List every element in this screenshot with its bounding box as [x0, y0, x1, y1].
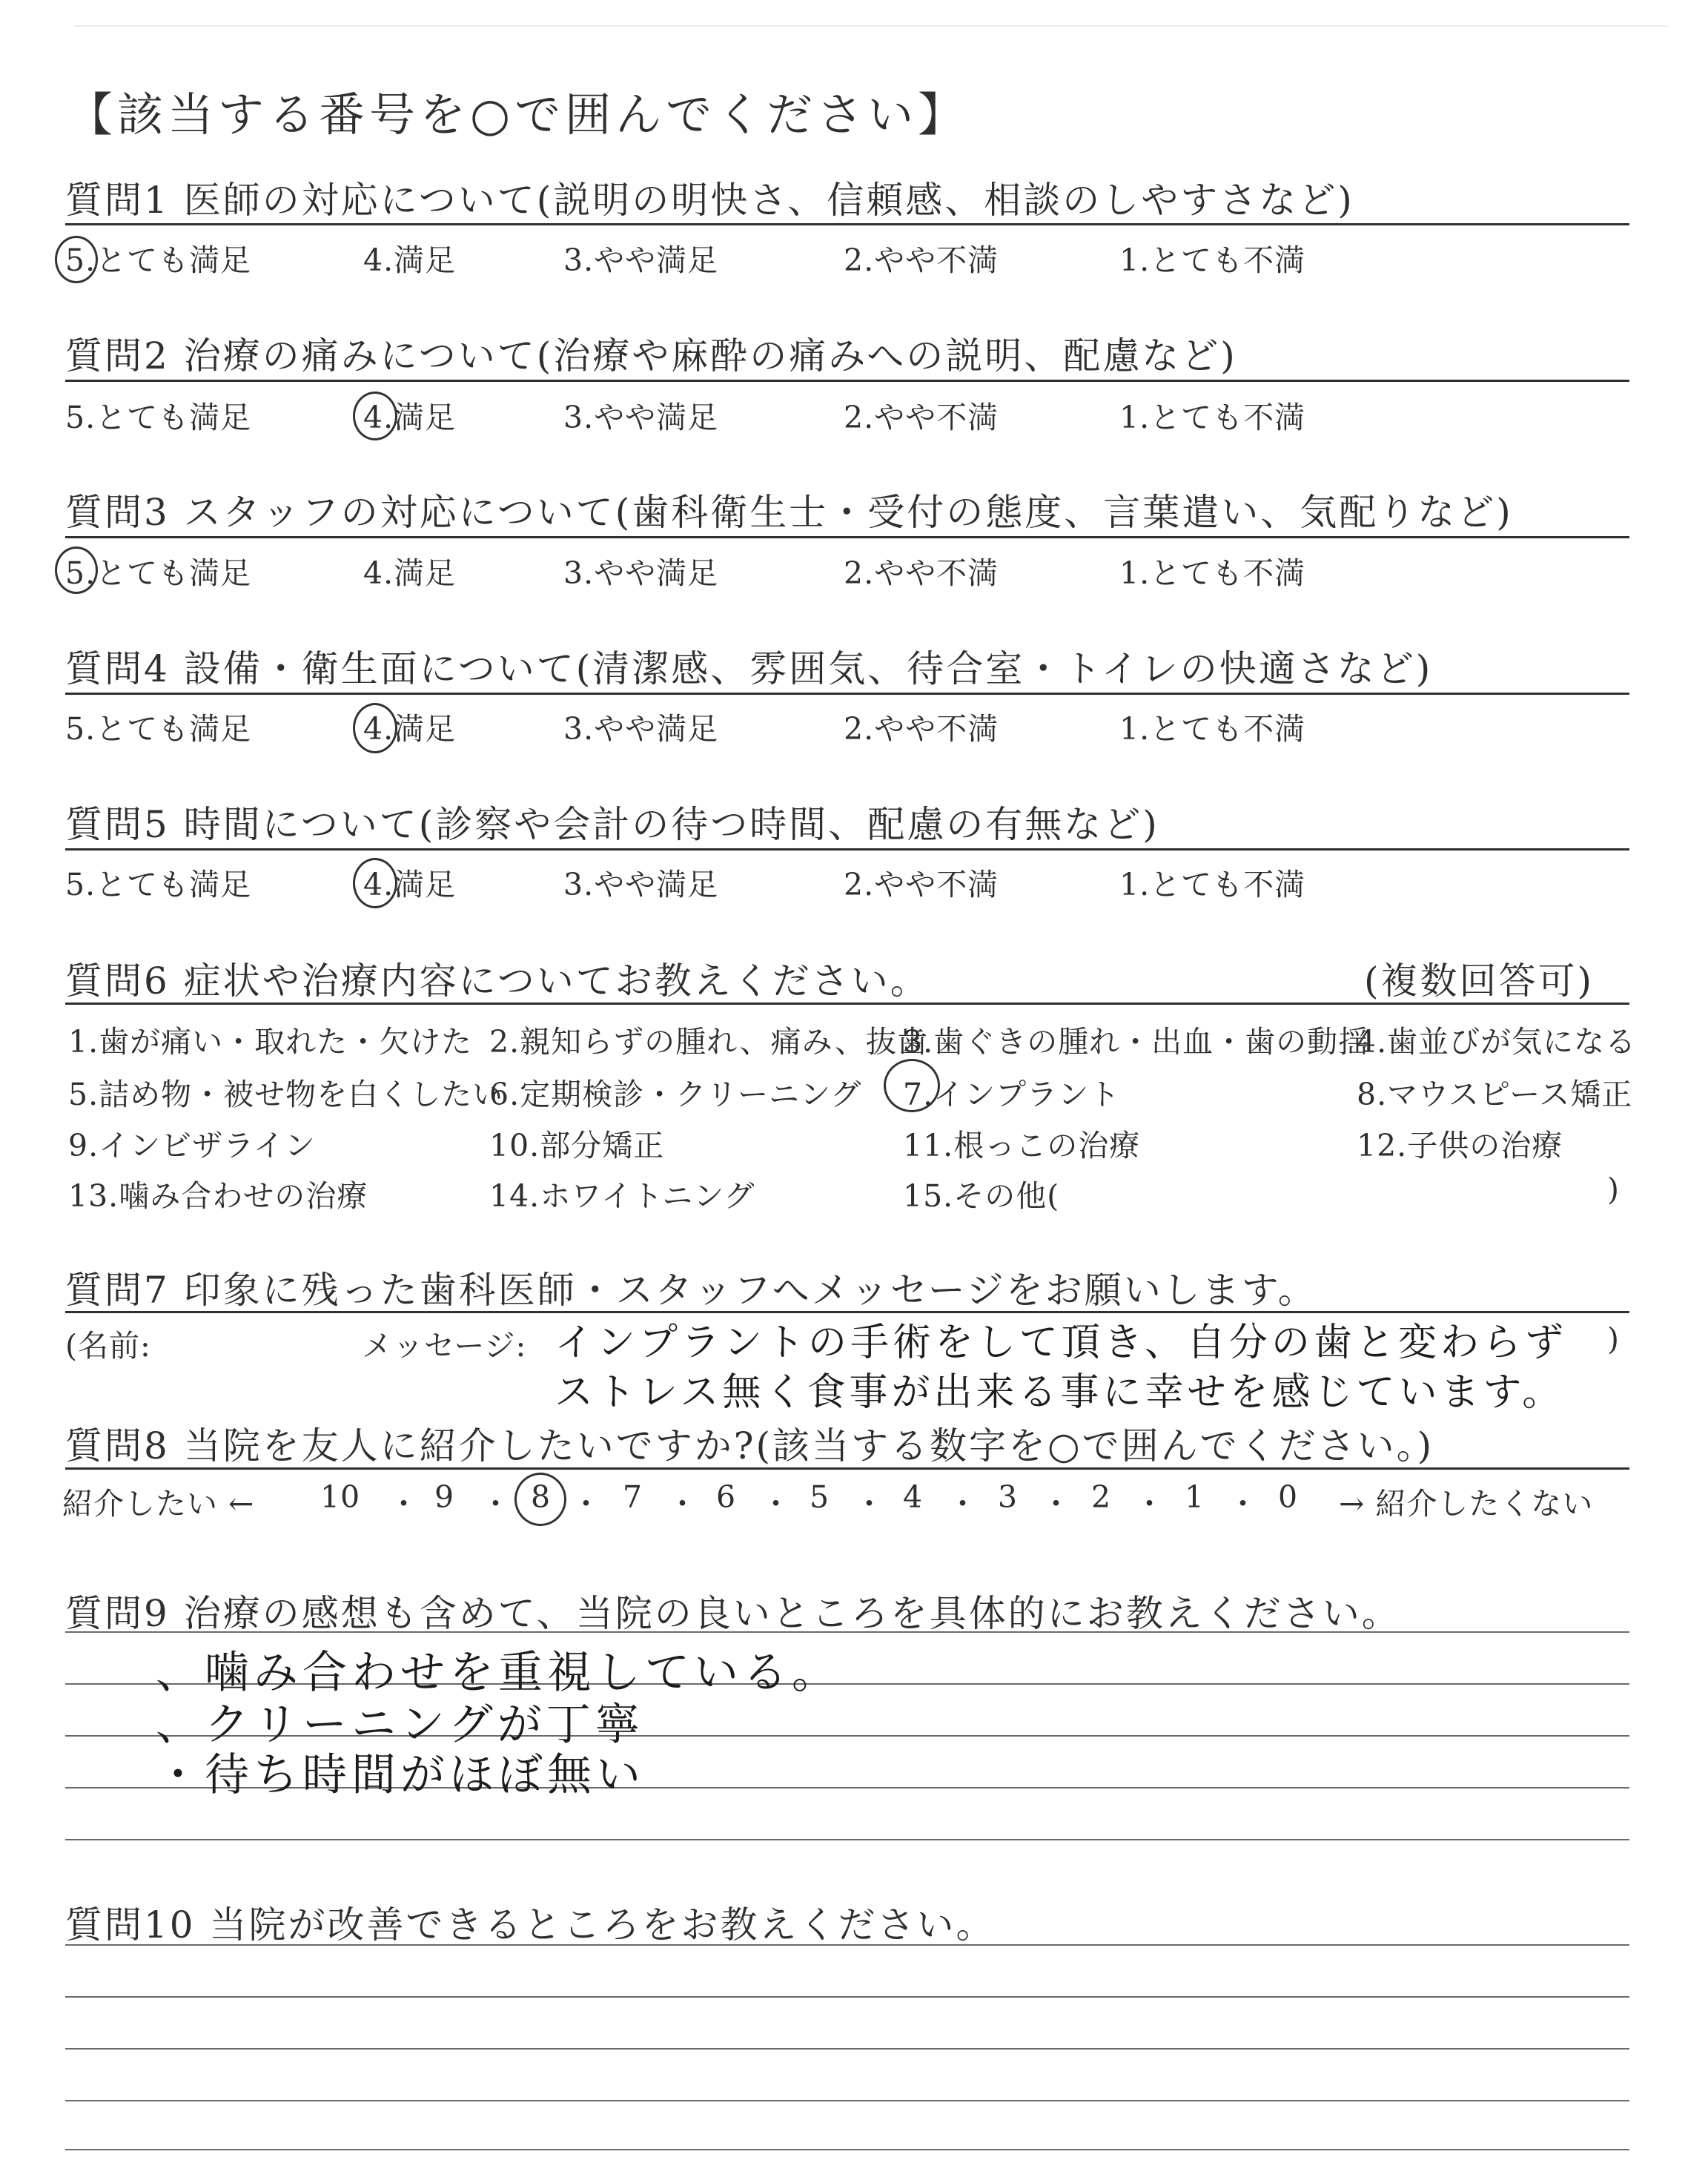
- q8-scale-8[interactable]: 8: [531, 1479, 552, 1515]
- q8-scale-separator: ・: [1041, 1486, 1072, 1522]
- q9-answer-1[interactable]: 、噛み合わせを重視している。: [156, 1647, 841, 1699]
- q5-rule: [65, 848, 1629, 851]
- q8-scale-2[interactable]: 2: [1091, 1479, 1112, 1515]
- q2-option-1[interactable]: 1.とても不満: [1119, 400, 1306, 435]
- q4-option-3[interactable]: 3.やや満足: [563, 711, 719, 747]
- q9-line-5: [65, 1839, 1629, 1840]
- q8-scale-3[interactable]: 3: [998, 1479, 1019, 1515]
- q3-option-1[interactable]: 1.とても不満: [1119, 555, 1306, 591]
- q3-option-2[interactable]: 2.やや不満: [844, 555, 999, 591]
- q6-option-3[interactable]: 3.歯ぐきの腫れ・出血・歯の動揺: [903, 1024, 1370, 1060]
- q8-selection-circle: [514, 1473, 566, 1526]
- q9-title: 質問9 治療の感想も含めて、当院の良いところを具体的にお教えください。: [65, 1592, 1401, 1635]
- q7-title: 質問7 印象に残った歯科医師・スタッフへメッセージをお願いします。: [65, 1269, 1317, 1312]
- q8-scale-4[interactable]: 4: [903, 1479, 924, 1515]
- q2-option-2[interactable]: 2.やや不満: [844, 400, 999, 435]
- q1-option-3[interactable]: 3.やや満足: [563, 242, 719, 278]
- q3-option-5[interactable]: 5.とても満足: [65, 555, 252, 591]
- q6-rule: [65, 1003, 1629, 1005]
- q1-option-1[interactable]: 1.とても不満: [1119, 242, 1306, 278]
- q6-title: 質問6 症状や治療内容についてお教えください。: [65, 960, 930, 1003]
- q6-option-13[interactable]: 13.噛み合わせの治療: [68, 1178, 368, 1214]
- q1-title: 質問1 医師の対応について(説明の明快さ、信頼感、相談のしやすさなど): [65, 179, 1354, 222]
- q5-option-4[interactable]: 4.満足: [363, 867, 457, 902]
- q6-multiple-answer-note: (複数回答可): [1364, 960, 1595, 1003]
- q1-rule: [65, 223, 1629, 225]
- q7-message-label: メッセージ:: [362, 1328, 527, 1364]
- q5-option-5[interactable]: 5.とても満足: [65, 867, 252, 902]
- q1-selection-circle: [55, 236, 98, 283]
- q7-name-label: (名前:: [65, 1328, 151, 1364]
- q2-option-4[interactable]: 4.満足: [363, 400, 457, 435]
- q6-option-9[interactable]: 9.インビザライン: [68, 1128, 316, 1163]
- q7-message-line-1[interactable]: インプラントの手術をして頂き、自分の歯と変わらず: [555, 1321, 1567, 1365]
- q10-line-1: [65, 1944, 1629, 1946]
- q4-option-4[interactable]: 4.満足: [363, 711, 457, 747]
- q3-option-4[interactable]: 4.満足: [363, 555, 457, 591]
- q1-option-4[interactable]: 4.満足: [363, 242, 457, 278]
- q5-title: 質問5 時間について(診察や会計の待つ時間、配慮の有無など): [65, 803, 1159, 846]
- q2-option-5[interactable]: 5.とても満足: [65, 400, 252, 435]
- q4-title: 質問4 設備・衛生面について(清潔感、雰囲気、待合室・トイレの快適さなど): [65, 647, 1433, 690]
- q6-option-15[interactable]: 15.その他(: [903, 1178, 1060, 1214]
- q6-selection-circle: [884, 1059, 940, 1112]
- q6-option-6[interactable]: 6.定期検診・クリーニング: [489, 1077, 862, 1112]
- q9-answer-2[interactable]: 、クリーニングが丁寧: [156, 1699, 644, 1751]
- q8-scale-separator: ・: [947, 1486, 979, 1522]
- q8-scale-separator: ・: [854, 1486, 885, 1522]
- q4-option-1[interactable]: 1.とても不満: [1119, 711, 1306, 747]
- q3-rule: [65, 536, 1629, 538]
- q3-title: 質問3 スタッフの対応について(歯科衛生士・受付の態度、言葉遣い、気配りなど): [65, 491, 1513, 534]
- q4-option-5[interactable]: 5.とても満足: [65, 711, 252, 747]
- page-title: 【該当する番号を○で囲んでください】: [67, 87, 969, 142]
- q8-scale-7[interactable]: 7: [623, 1479, 643, 1515]
- q10-line-4: [65, 2100, 1629, 2101]
- q2-rule: [65, 380, 1629, 382]
- q8-scale-separator: ・: [1134, 1486, 1165, 1522]
- q8-left-label: 紹介したい ←: [62, 1486, 255, 1522]
- q10-line-5: [65, 2149, 1629, 2150]
- q7-close-paren: ): [1607, 1321, 1620, 1357]
- q4-rule: [65, 693, 1629, 695]
- q6-option-8[interactable]: 8.マウスピース矯正: [1357, 1077, 1633, 1112]
- q6-option-12[interactable]: 12.子供の治療: [1357, 1128, 1563, 1163]
- q9-line-1: [65, 1631, 1629, 1633]
- q6-option-2[interactable]: 2.親知らずの腫れ、痛み、抜歯: [489, 1024, 929, 1060]
- q10-line-2: [65, 1996, 1629, 1998]
- q5-option-2[interactable]: 2.やや不満: [844, 867, 999, 902]
- top-border: [74, 25, 1668, 27]
- q6-other-close-paren: ): [1607, 1172, 1620, 1207]
- q4-selection-circle: [353, 703, 397, 753]
- q8-rule: [65, 1467, 1629, 1470]
- q6-option-7[interactable]: 7.インプラント: [903, 1077, 1121, 1112]
- q2-title: 質問2 治療の痛みについて(治療や麻酔の痛みへの説明、配慮など): [65, 334, 1237, 377]
- q5-option-3[interactable]: 3.やや満足: [563, 867, 719, 902]
- q2-option-3[interactable]: 3.やや満足: [563, 400, 719, 435]
- q8-scale-separator: ・: [1228, 1486, 1259, 1522]
- q1-option-2[interactable]: 2.やや不満: [844, 242, 999, 278]
- q8-right-label: → 紹介したくない: [1339, 1486, 1594, 1522]
- q8-scale-1[interactable]: 1: [1185, 1479, 1205, 1515]
- q6-option-14[interactable]: 14.ホワイトニング: [489, 1178, 755, 1214]
- q3-selection-circle: [55, 546, 98, 594]
- q6-option-10[interactable]: 10.部分矯正: [489, 1128, 665, 1163]
- q6-option-4[interactable]: 4.歯並びが気になる: [1357, 1024, 1637, 1060]
- q5-option-1[interactable]: 1.とても不満: [1119, 867, 1306, 902]
- q2-selection-circle: [353, 392, 397, 440]
- q1-option-5[interactable]: 5.とても満足: [65, 242, 252, 278]
- q5-selection-circle: [353, 858, 397, 908]
- q9-answer-3[interactable]: ・待ち時間がほぼ無い: [156, 1749, 645, 1801]
- q4-option-2[interactable]: 2.やや不満: [844, 711, 999, 747]
- q6-option-11[interactable]: 11.根っこの治療: [903, 1128, 1141, 1163]
- q6-option-5[interactable]: 5.詰め物・被せ物を白くしたい: [68, 1077, 504, 1112]
- q10-title: 質問10 当院が改善できるところをお教えください。: [65, 1903, 996, 1946]
- q6-option-1[interactable]: 1.歯が痛い・取れた・欠けた: [68, 1024, 473, 1060]
- q8-scale-0[interactable]: 0: [1278, 1479, 1299, 1515]
- q8-scale-6[interactable]: 6: [716, 1479, 737, 1515]
- q3-option-3[interactable]: 3.やや満足: [563, 555, 719, 591]
- q8-title: 質問8 当院を友人に紹介したいですか?(該当する数字を○で囲んでください。): [65, 1424, 1434, 1467]
- q8-scale-separator: ・: [667, 1486, 698, 1522]
- q8-scale-separator: ・: [480, 1486, 512, 1522]
- q8-scale-5[interactable]: 5: [810, 1479, 830, 1515]
- q8-scale-separator: ・: [388, 1486, 420, 1522]
- q8-scale-separator: ・: [571, 1486, 602, 1522]
- q8-scale-separator: ・: [761, 1486, 792, 1522]
- q8-scale-9[interactable]: 9: [434, 1479, 455, 1515]
- q8-scale-10[interactable]: 10: [320, 1479, 361, 1515]
- q10-line-3: [65, 2048, 1629, 2050]
- q7-message-line-2[interactable]: ストレス無く食事が出来る事に幸せを感じています。: [555, 1370, 1565, 1415]
